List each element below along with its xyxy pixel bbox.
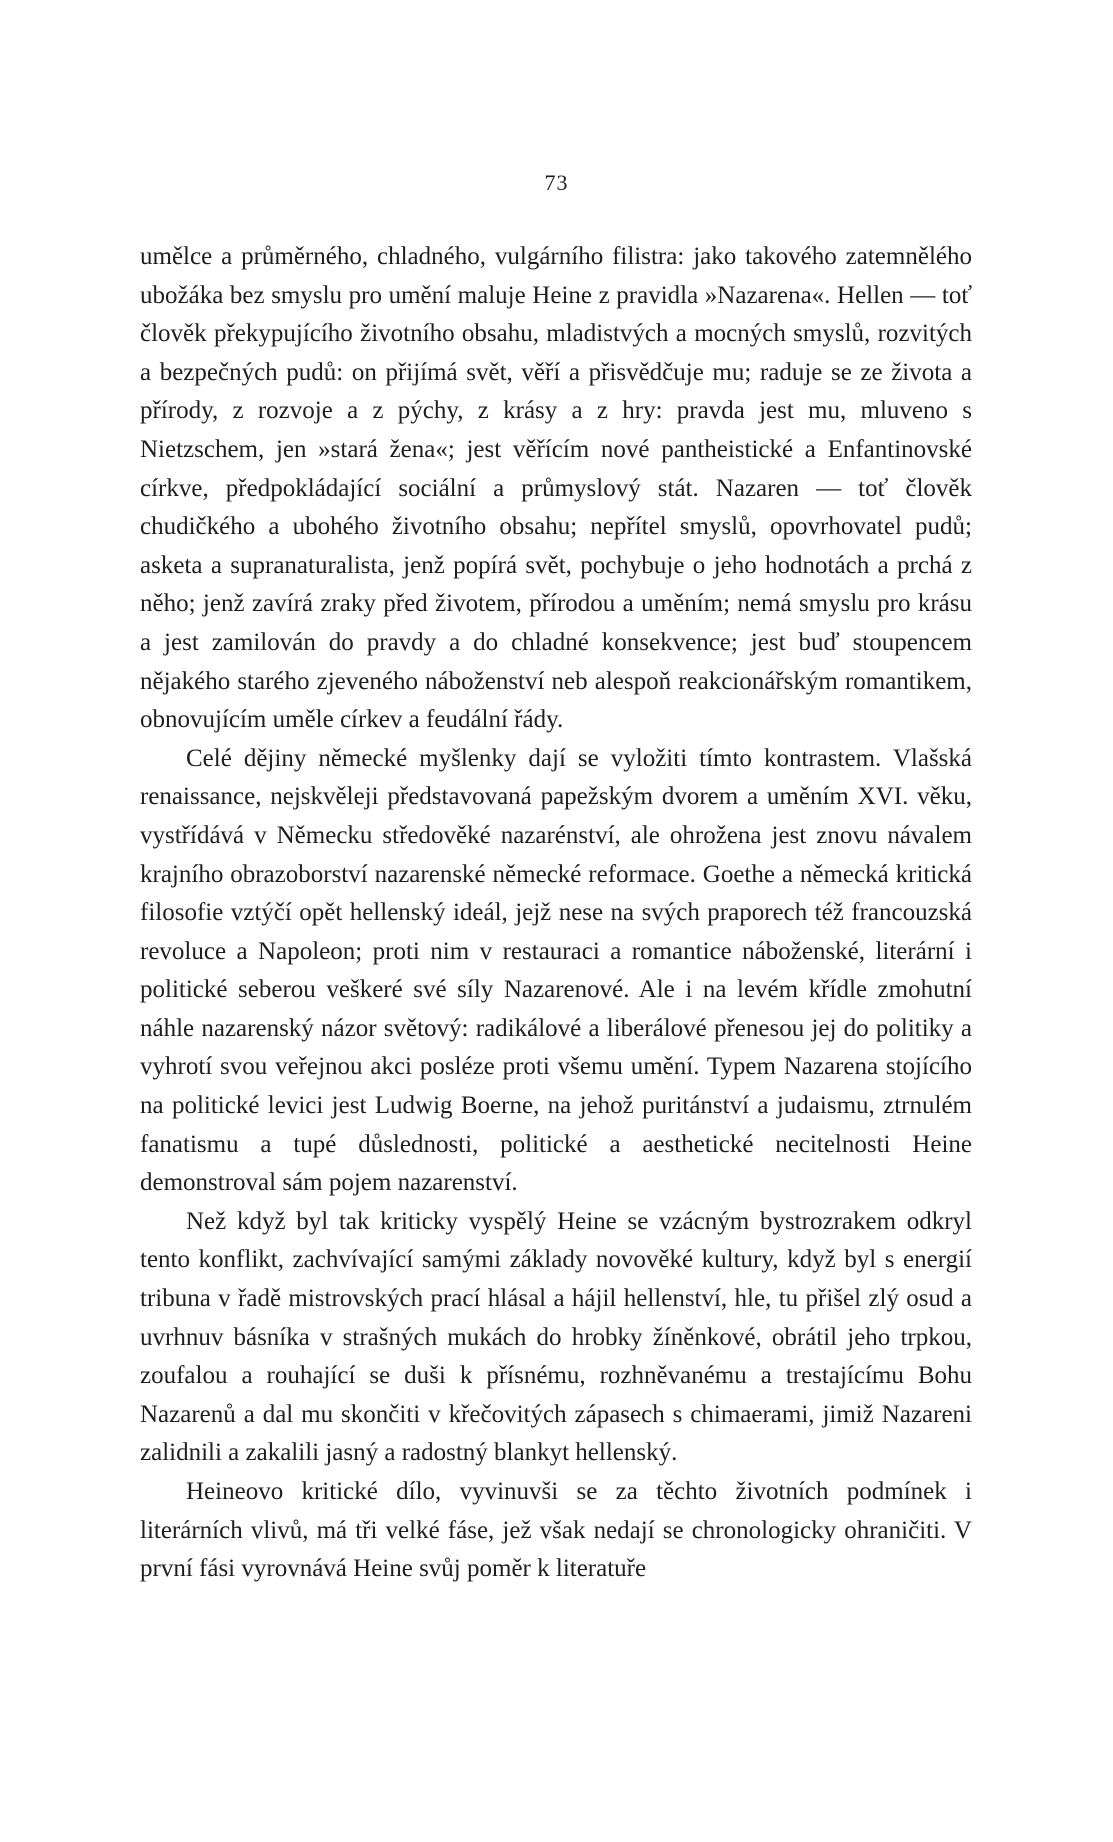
paragraph-3: Než když byl tak kriticky vyspělý Heine se vzácným bystrozrakem odkryl tento konflikt, zachvívající samými základy novověké kultury, když byl s energií tribuna v řadě mistrovských prací hlásal a hájil hellenství, hle, tu přišel zlý osud a uvrhnuv básníka v strašných mukách do hrobky žíněnkové, obrátil jeho trpkou, zoufalou a rouhající se duši k přísnému, rozhněvanému a trestajícímu Bohu Nazarenů a dal mu skončiti v křečovitých zápasech s chimaerami, jimiž Nazareni zalidnili a zakalili jasný a radostný blankyt hellenský. (140, 1207, 972, 1467)
paragraph-2: Celé dějiny německé myšlenky dají se vyložiti tímto kontrastem. Vlašská renaissance, nejskvěleji představovaná papežským dvorem a uměním XVI. věku, vystřídává v Německu středověké nazarénství, ale ohrožena jest znovu návalem krajního obrazoborství nazarenské německé reformace. Goethe a německá kritická filosofie vztýčí opět hellenský ideál, jejž nese na svých praporech též francouzská revoluce a Napoleon; proti nim v restauraci a romantice náboženské, literární i politické seberou veškeré své síly Nazarenové. Ale i na levém křídle zmohutní náhle nazarenský názor světový: radikálové a liberálové přenesou jej do politiky a vyhrotí svou veřejnou akci posléze proti všemu umění. Typem Nazarena stojícího na politické levici jest Ludwig Boerne, na jehož puritánství a judaismu, ztrnulém fanatismu a tupé důslednosti, politické a aesthetické necitelnosti Heine demonstroval sám pojem nazarenství. (140, 744, 972, 1197)
paragraph-4: Heineovo kritické dílo, vyvinuvši se za těchto životních podmínek i literárních vlivů, má tři velké fáse, jež však nedají se chronologicky ohraničiti. V první fási vyrovnává Heine svůj poměr k literatuře (140, 1478, 972, 1583)
page-number: 73 (544, 170, 569, 195)
body-text (140, 238, 972, 1589)
paragraph-1: umělce a průměrného, chladného, vulgárního filistra: jako takového zatemnělého ubožáka bez smyslu pro umění maluje Heine z pravidla »Nazarena«. Hellen — toť člověk překypujícího životního obsahu, mladistvých a mocných smyslů, rozvitých a bezpečných pudů: on přijímá svět, věří a přisvědčuje mu; raduje se ze života a přírody, z rozvoje a z pýchy, z krásy a z hry: pravda jest mu, mluveno s Nietzschem, jen »stará žena«; jest věřícím nové pantheistické a Enfantinovské církve, předpokládající sociální a průmyslový stát. Nazaren — toť člověk chudičkého a ubohého životního obsahu; nepřítel smyslů, opovrhovatel pudů; asketa a supranaturalista, jenž popírá svět, pochybuje o jeho hodnotách a prchá z něho; jenž zavírá zraky před životem, přírodou a uměním; nemá smyslu pro krásu a jest zamilován do pravdy a do chladné konsekvence; jest buď stoupencem nějakého starého zjeveného náboženství neb alespoň reakcionářským romantikem, obnovujícím uměle církev a feudální řády. (140, 243, 972, 734)
